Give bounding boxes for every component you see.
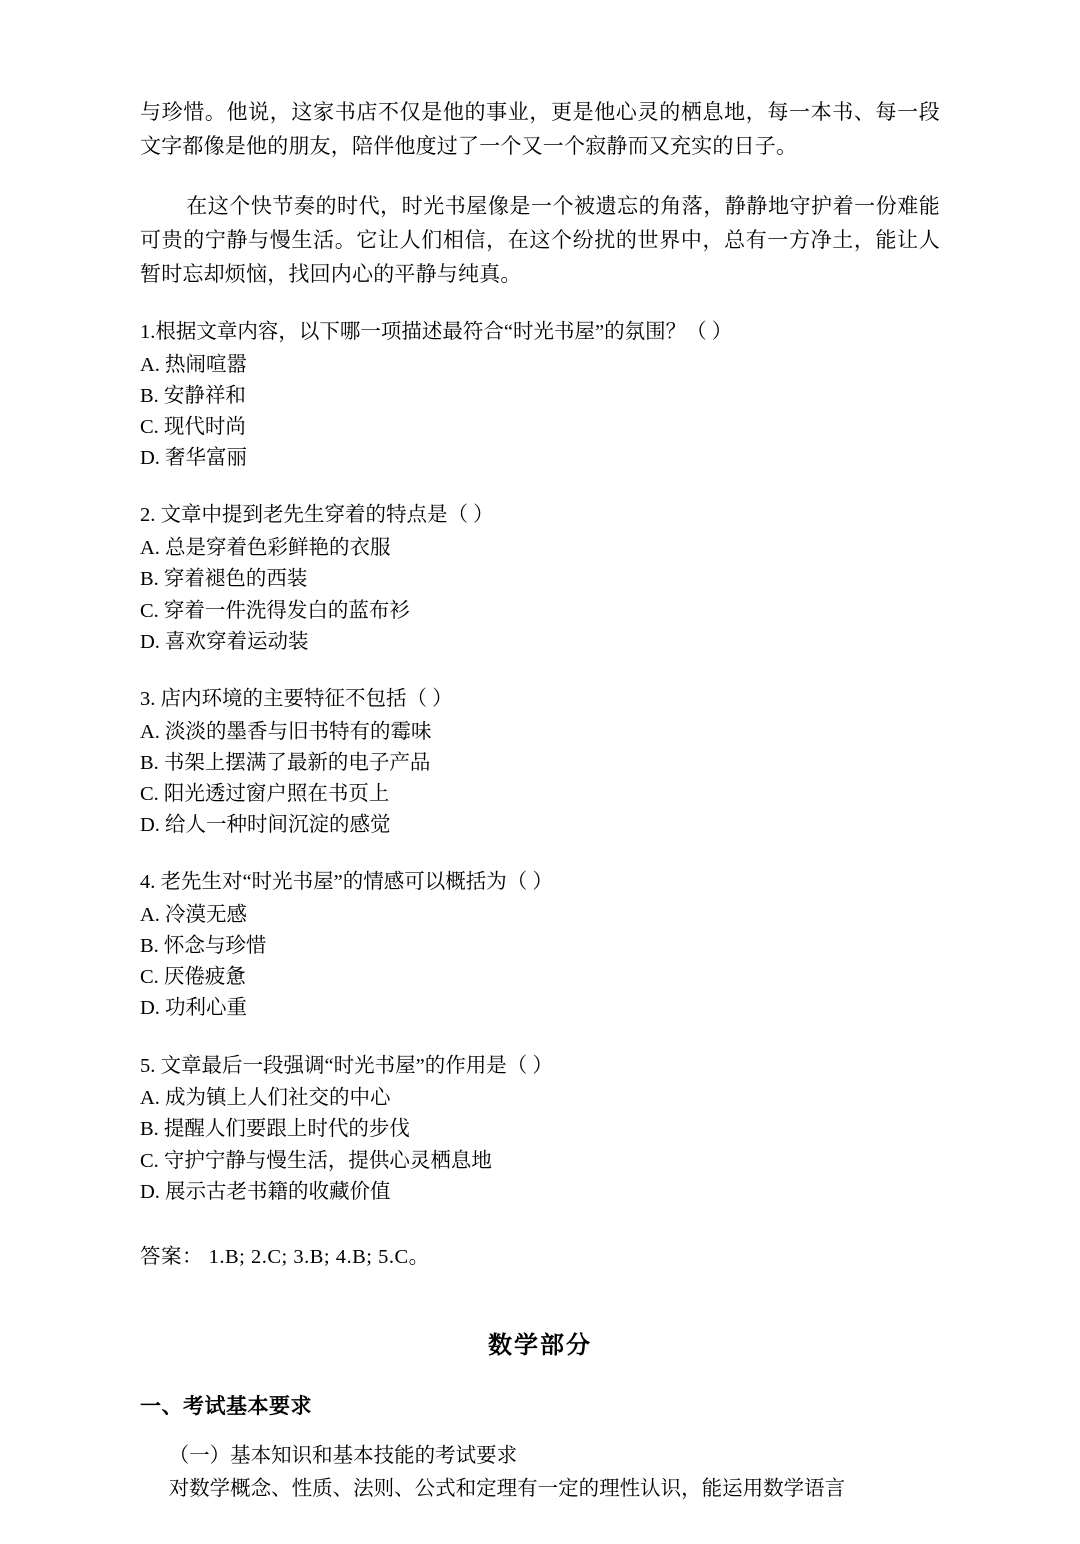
- question-option: C. 现代时尚: [140, 416, 246, 439]
- heading-exam-requirements: 一、考试基本要求: [140, 1393, 312, 1418]
- question-option: C. 穿着一件洗得发白的蓝布衫: [140, 599, 410, 622]
- paragraph-continuation: 与珍惜。他说，这家书店不仅是他的事业，更是他心灵的栖息地，每一本书、每一段文字都像是他的朋友，陪伴他度过了一个又一个寂静而又充实的日子。: [140, 100, 940, 159]
- question-option: D. 展示古老书籍的收藏价值: [140, 1180, 391, 1203]
- question-stem: 2. 文章中提到老先生穿着的特点是（ ）: [140, 504, 494, 527]
- question-option: A. 热闹喧嚣: [140, 353, 248, 376]
- question-option: C. 阳光透过窗户照在书页上: [140, 782, 390, 805]
- question-option: B. 提醒人们要跟上时代的步伐: [140, 1118, 410, 1141]
- question-option: C. 守护宁静与慢生活，提供心灵栖息地: [140, 1149, 492, 1172]
- question-stem: 3. 店内环境的主要特征不包括（ ）: [140, 687, 453, 710]
- question-option: B. 穿着褪色的西装: [140, 568, 308, 591]
- question-block: [140, 317, 940, 474]
- body-text-requirement: 对数学概念、性质、法则、公式和定理有一定的理性认识，能运用数学语言: [168, 1478, 846, 1501]
- question-stem: 4. 老先生对“时光书屋”的情感可以概括为（ ）: [140, 871, 553, 894]
- question-option: D. 奢华富丽: [140, 447, 248, 470]
- question-block: [140, 684, 940, 841]
- question-option: A. 成为镇上人们社交的中心: [140, 1087, 391, 1110]
- question-option: B. 安静祥和: [140, 384, 246, 407]
- paragraph-closing: 在这个快节奏的时代，时光书屋像是一个被遗忘的角落，静静地守护着一份难能可贵的宁静与慢生活。它让人们相信，在这个纷扰的世界中，总有一方净土，能让人暂时忘却烦恼，找回内心的平静与纯真。: [140, 194, 940, 287]
- question-option: B. 书架上摆满了最新的电子产品: [140, 751, 431, 774]
- question-block: [140, 867, 940, 1024]
- subheading-basic-knowledge: （一）基本知识和基本技能的考试要求: [168, 1444, 518, 1467]
- question-option: D. 喜欢穿着运动装: [140, 630, 309, 653]
- question-block: [140, 1051, 940, 1208]
- section-title-math: 数学部分: [488, 1332, 592, 1359]
- question-stem: 1.根据文章内容，以下哪一项描述最符合“时光书屋”的氛围？（ ）: [140, 321, 733, 344]
- paragraph-spacer: [140, 163, 940, 189]
- question-option: D. 功利心重: [140, 997, 248, 1020]
- question-option: A. 冷漠无感: [140, 903, 248, 926]
- question-block: [140, 500, 940, 657]
- question-stem: 5. 文章最后一段强调“时光书屋”的作用是（ ）: [140, 1054, 553, 1077]
- answer-key: 答案： 1.B; 2.C; 3.B; 4.B; 5.C。: [140, 1245, 430, 1268]
- question-option: C. 厌倦疲惫: [140, 966, 246, 989]
- question-option: A. 淡淡的墨香与旧书特有的霉味: [140, 720, 432, 743]
- question-option: B. 怀念与珍惜: [140, 935, 267, 958]
- question-option: D. 给人一种时间沉淀的感觉: [140, 814, 391, 837]
- question-option: A. 总是穿着色彩鲜艳的衣服: [140, 537, 391, 560]
